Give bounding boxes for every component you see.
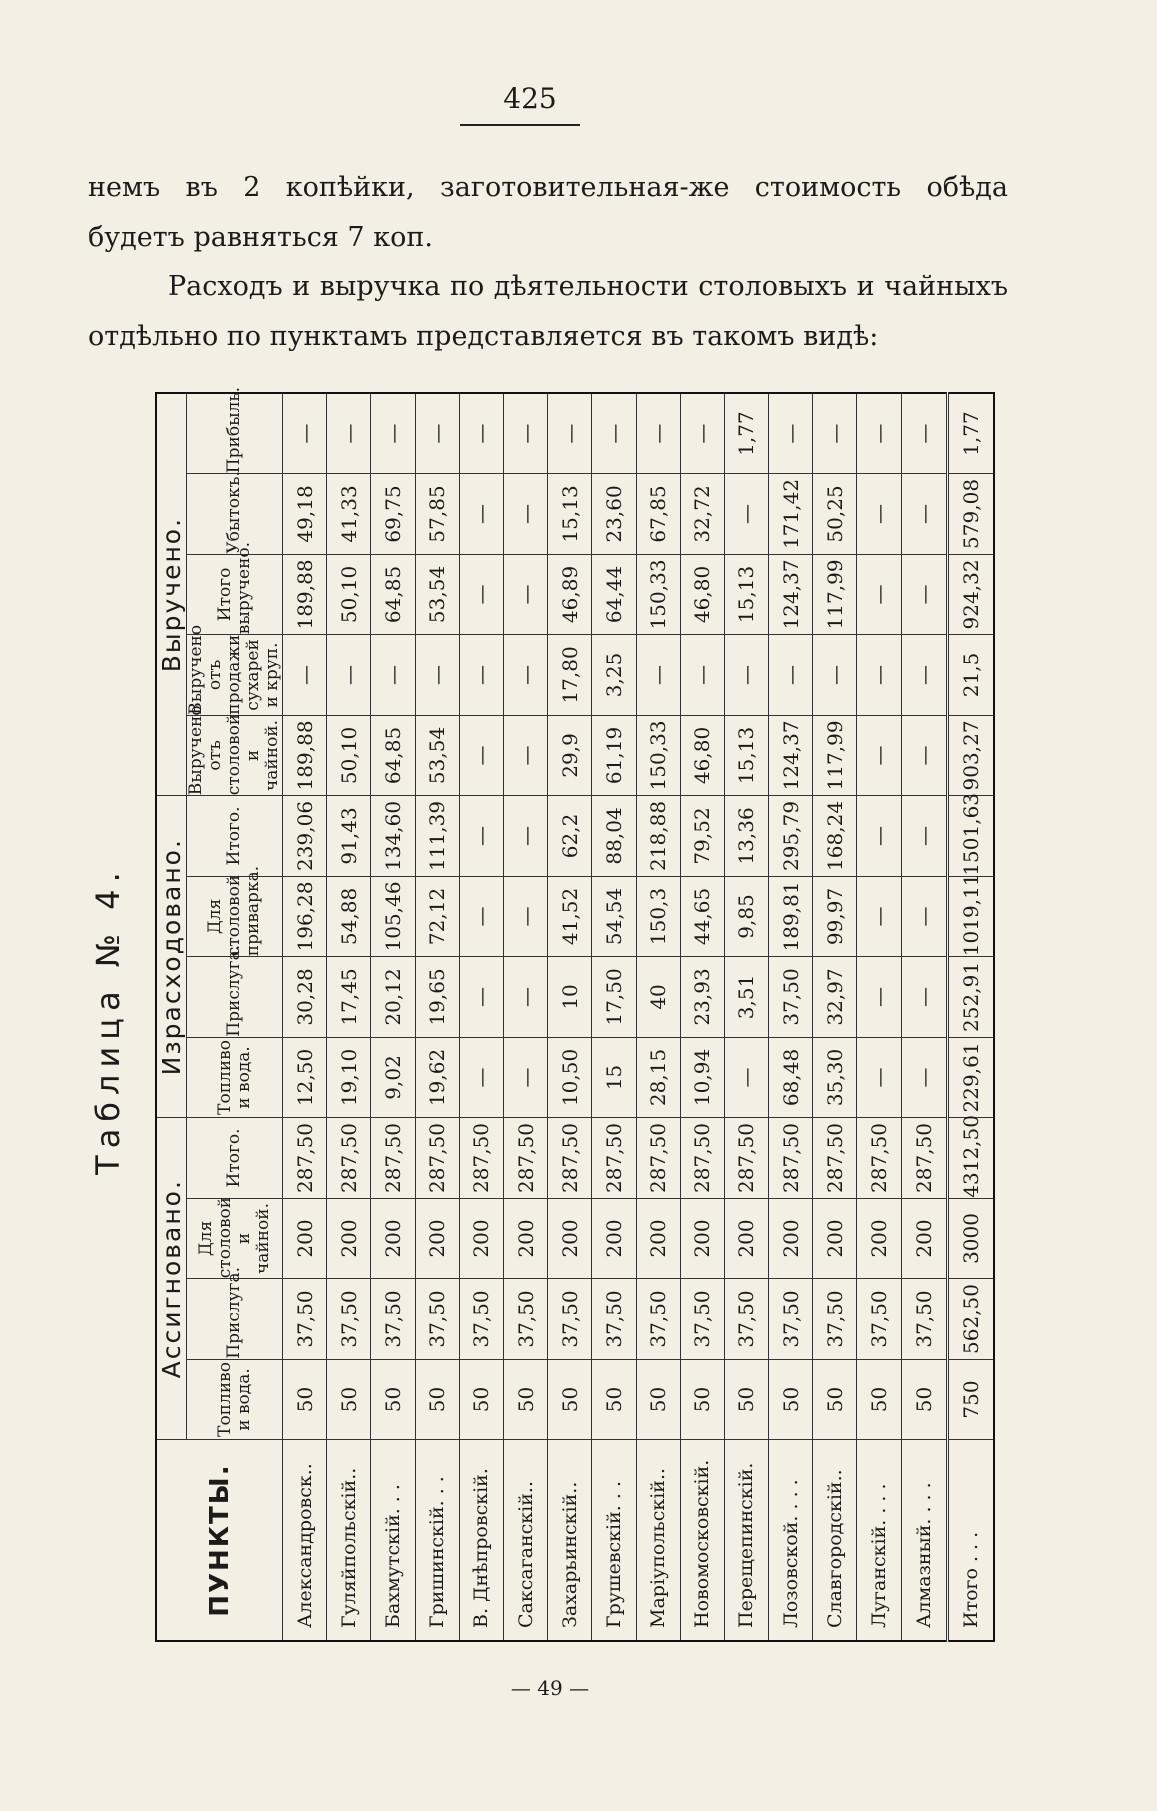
table-cell: 200 xyxy=(769,1198,813,1279)
table-cell: — xyxy=(503,393,547,474)
row-name: Новомосковскій. xyxy=(680,1440,724,1641)
table-cell: 37,50 xyxy=(503,1279,547,1360)
table-cell: 50 xyxy=(724,1359,768,1440)
page-number: 425 xyxy=(503,82,557,115)
table-cell: 200 xyxy=(857,1198,901,1279)
table-cell: 44,65 xyxy=(680,876,724,957)
table-cell: 79,52 xyxy=(680,796,724,877)
table-cell: 287,50 xyxy=(327,1118,371,1199)
table-cell: — xyxy=(901,1037,947,1118)
table-row xyxy=(769,393,813,1641)
table-cell: — xyxy=(459,1037,503,1118)
table-cell: — xyxy=(459,393,503,474)
table-cell: — xyxy=(857,715,901,796)
group-assigned-header: Ассигновано. xyxy=(156,1118,187,1440)
table-cell: 189,81 xyxy=(769,876,813,957)
data-table xyxy=(155,386,995,1642)
table-row xyxy=(415,393,459,1641)
table-cell: 37,50 xyxy=(548,1279,592,1360)
table-cell: 287,50 xyxy=(592,1118,636,1199)
table-cell: 37,50 xyxy=(724,1279,768,1360)
table-cell: 17,45 xyxy=(327,957,371,1038)
table-cell: 72,12 xyxy=(415,876,459,957)
table-cell: — xyxy=(503,796,547,877)
row-name: Лозовской. . . . xyxy=(769,1440,813,1641)
table-cell: 200 xyxy=(724,1198,768,1279)
row-name: Маріупольскій.. xyxy=(636,1440,680,1641)
table-cell: 57,85 xyxy=(415,474,459,555)
table-cell: — xyxy=(901,796,947,877)
table-cell: 218,88 xyxy=(636,796,680,877)
table-cell: 50,10 xyxy=(327,715,371,796)
table-cell: — xyxy=(857,1037,901,1118)
group-spent-header: Израсходовано. xyxy=(156,796,187,1118)
table-cell: 3,25 xyxy=(592,635,636,716)
table-cell: — xyxy=(503,876,547,957)
table-cell: 54,54 xyxy=(592,876,636,957)
table-cell: 19,62 xyxy=(415,1037,459,1118)
table-cell: 3,51 xyxy=(724,957,768,1038)
table-cell: 50 xyxy=(857,1359,901,1440)
table-cell: 37,50 xyxy=(769,1279,813,1360)
table-row xyxy=(327,393,371,1641)
table-cell: 49,18 xyxy=(283,474,327,555)
table-cell: 37,50 xyxy=(459,1279,503,1360)
footer-page-number: — 49 — xyxy=(510,1676,590,1700)
table-cell: 9,02 xyxy=(371,1037,415,1118)
table-cell: 287,50 xyxy=(769,1118,813,1199)
table-cell: — xyxy=(592,393,636,474)
table-cell: 124,37 xyxy=(769,554,813,635)
table-row xyxy=(636,393,680,1641)
row-name: Захарьинскій.. xyxy=(548,1440,592,1641)
table-cell: 62,2 xyxy=(548,796,592,877)
table-cell: — xyxy=(857,796,901,877)
table-row xyxy=(548,393,592,1641)
table-cell: 50 xyxy=(371,1359,415,1440)
group-revenue-header: Выручено. xyxy=(156,393,187,796)
punkty-header: ПУНКТЫ. xyxy=(156,1440,283,1641)
table-cell: 37,50 xyxy=(636,1279,680,1360)
table-row xyxy=(371,393,415,1641)
table-cell: 17,80 xyxy=(548,635,592,716)
table-cell: — xyxy=(503,715,547,796)
table-cell: 40 xyxy=(636,957,680,1038)
column-header: Прислуга. xyxy=(187,1279,283,1360)
table-cell: 21,5 xyxy=(947,635,994,716)
row-name: Луганскій. . . . xyxy=(857,1440,901,1641)
table-row xyxy=(503,393,547,1641)
table-cell: 229,61 xyxy=(947,1037,994,1118)
table-cell: 287,50 xyxy=(901,1118,947,1199)
table-cell: 903,27 xyxy=(947,715,994,796)
table-cell: 200 xyxy=(548,1198,592,1279)
table-cell: — xyxy=(415,635,459,716)
table-cell: — xyxy=(459,957,503,1038)
table-cell: 50 xyxy=(459,1359,503,1440)
table-cell: 117,99 xyxy=(813,554,857,635)
table-cell: — xyxy=(548,393,592,474)
total-row xyxy=(947,393,994,1641)
table-cell: 150,33 xyxy=(636,715,680,796)
table-cell: 287,50 xyxy=(636,1118,680,1199)
row-name: В. Днѣпровскій. xyxy=(459,1440,503,1641)
table-cell: 37,50 xyxy=(415,1279,459,1360)
table-cell: 64,44 xyxy=(592,554,636,635)
table-cell: 287,50 xyxy=(548,1118,592,1199)
table-cell: 54,88 xyxy=(327,876,371,957)
table-cell: 750 xyxy=(947,1359,994,1440)
table-rotator xyxy=(155,386,995,1642)
table-cell: 12,50 xyxy=(283,1037,327,1118)
table-row xyxy=(813,393,857,1641)
table-cell: — xyxy=(327,635,371,716)
column-header: Для столовой приварка. xyxy=(187,876,283,957)
table-cell: 37,50 xyxy=(283,1279,327,1360)
table-cell: 37,50 xyxy=(813,1279,857,1360)
table-cell: 1,77 xyxy=(947,393,994,474)
table-cell: 200 xyxy=(680,1198,724,1279)
table-cell: — xyxy=(503,554,547,635)
column-header: Топливо и вода. xyxy=(187,1359,283,1440)
column-header: Для столовой и чайной. xyxy=(187,1198,283,1279)
table-cell: 287,50 xyxy=(283,1118,327,1199)
table-cell: 287,50 xyxy=(459,1118,503,1199)
table-cell: 50 xyxy=(327,1359,371,1440)
table-cell: — xyxy=(459,474,503,555)
row-name: Александровск.. xyxy=(283,1440,327,1641)
table-cell: 64,85 xyxy=(371,715,415,796)
table-cell: 37,50 xyxy=(901,1279,947,1360)
table-cell: 13,36 xyxy=(724,796,768,877)
column-header: Прибыль. xyxy=(187,393,283,474)
table-cell: — xyxy=(371,393,415,474)
row-name: Грушевскій. . . xyxy=(592,1440,636,1641)
table-cell: 50 xyxy=(592,1359,636,1440)
table-cell: — xyxy=(901,554,947,635)
table-cell: 200 xyxy=(901,1198,947,1279)
table-cell: 579,08 xyxy=(947,474,994,555)
table-cell: 37,50 xyxy=(769,957,813,1038)
table-cell: 252,91 xyxy=(947,957,994,1038)
table-cell: 287,50 xyxy=(415,1118,459,1199)
table-cell: 1501,63 xyxy=(947,796,994,877)
table-cell: 15 xyxy=(592,1037,636,1118)
table-row xyxy=(857,393,901,1641)
row-name: Гришинскій. . . xyxy=(415,1440,459,1641)
table-cell: 53,54 xyxy=(415,715,459,796)
row-name: Гуляйпольскій.. xyxy=(327,1440,371,1641)
table-cell: 15,13 xyxy=(724,554,768,635)
table-cell: 50 xyxy=(636,1359,680,1440)
table-cell: — xyxy=(459,876,503,957)
table-cell: 200 xyxy=(503,1198,547,1279)
table-cell: 200 xyxy=(371,1198,415,1279)
table-cell: 196,28 xyxy=(283,876,327,957)
table-caption: Таблица № 4. xyxy=(89,865,127,1175)
table-row xyxy=(724,393,768,1641)
column-header: Убытокъ. xyxy=(187,474,283,555)
table-cell: 46,89 xyxy=(548,554,592,635)
table-cell: 171,42 xyxy=(769,474,813,555)
table-cell: 35,30 xyxy=(813,1037,857,1118)
table-cell: — xyxy=(857,474,901,555)
table-cell: 67,85 xyxy=(636,474,680,555)
table-cell: 19,65 xyxy=(415,957,459,1038)
table-cell: 50 xyxy=(813,1359,857,1440)
table-cell: 32,72 xyxy=(680,474,724,555)
table-cell: — xyxy=(503,635,547,716)
table-cell: 3000 xyxy=(947,1198,994,1279)
row-name: Саксаганскій.. xyxy=(503,1440,547,1641)
table-cell: — xyxy=(371,635,415,716)
table-cell: — xyxy=(857,876,901,957)
table-cell: 924,32 xyxy=(947,554,994,635)
table-cell: 9,85 xyxy=(724,876,768,957)
table-cell: 200 xyxy=(415,1198,459,1279)
table-cell: — xyxy=(327,393,371,474)
row-name: Перещепинскій. xyxy=(724,1440,768,1641)
table-cell: — xyxy=(459,715,503,796)
page-number-rule xyxy=(460,124,580,126)
table-cell: — xyxy=(503,1037,547,1118)
table-cell: 88,04 xyxy=(592,796,636,877)
table-cell: 200 xyxy=(813,1198,857,1279)
table-cell: — xyxy=(857,554,901,635)
table-cell: 17,50 xyxy=(592,957,636,1038)
table-cell: 239,06 xyxy=(283,796,327,877)
table-cell: 64,85 xyxy=(371,554,415,635)
table-cell: 287,50 xyxy=(813,1118,857,1199)
table-cell: — xyxy=(459,796,503,877)
table-cell: — xyxy=(857,957,901,1038)
row-name: Славгородскій.. xyxy=(813,1440,857,1641)
table-row xyxy=(283,393,327,1641)
table-cell: 30,28 xyxy=(283,957,327,1038)
table-cell: 50 xyxy=(548,1359,592,1440)
table-cell: 68,48 xyxy=(769,1037,813,1118)
table-cell: 50 xyxy=(503,1359,547,1440)
table-cell: 41,33 xyxy=(327,474,371,555)
table-cell: 15,13 xyxy=(724,715,768,796)
table-cell: 37,50 xyxy=(680,1279,724,1360)
table-cell: 287,50 xyxy=(371,1118,415,1199)
table-cell: 53,54 xyxy=(415,554,459,635)
table-cell: 46,80 xyxy=(680,715,724,796)
table-cell: 15,13 xyxy=(548,474,592,555)
column-header: Топливо и вода. xyxy=(187,1037,283,1118)
table-cell: 37,50 xyxy=(857,1279,901,1360)
table-cell: 10,94 xyxy=(680,1037,724,1118)
table-cell: 111,39 xyxy=(415,796,459,877)
total-label: Итого . . . xyxy=(947,1440,994,1641)
table-cell: 20,12 xyxy=(371,957,415,1038)
table-cell: — xyxy=(769,393,813,474)
table-row xyxy=(459,393,503,1641)
table-cell: — xyxy=(724,1037,768,1118)
table-cell: 189,88 xyxy=(283,715,327,796)
table-cell: 105,46 xyxy=(371,876,415,957)
table-cell: — xyxy=(901,876,947,957)
table-cell: 200 xyxy=(459,1198,503,1279)
table-cell: 124,37 xyxy=(769,715,813,796)
table-cell: 150,33 xyxy=(636,554,680,635)
table-cell: — xyxy=(901,957,947,1038)
table-cell: 69,75 xyxy=(371,474,415,555)
table-row xyxy=(680,393,724,1641)
table-cell: — xyxy=(680,393,724,474)
table-cell: — xyxy=(636,393,680,474)
table-cell: — xyxy=(283,635,327,716)
table-cell: 37,50 xyxy=(327,1279,371,1360)
column-header: Прислуга. xyxy=(187,957,283,1038)
table-cell: — xyxy=(724,635,768,716)
table-cell: — xyxy=(459,554,503,635)
table-cell: — xyxy=(813,393,857,474)
table-cell: 19,10 xyxy=(327,1037,371,1118)
table-cell: — xyxy=(724,474,768,555)
table-cell: — xyxy=(503,474,547,555)
row-name: Алмазный. . . . xyxy=(901,1440,947,1641)
table-row xyxy=(901,393,947,1641)
table-cell: — xyxy=(857,635,901,716)
column-header: Выручено отъ столовой и чайной. xyxy=(186,705,282,796)
column-header: Итого. xyxy=(187,1118,283,1199)
table-cell: 32,97 xyxy=(813,957,857,1038)
table-cell: 23,60 xyxy=(592,474,636,555)
table-cell: — xyxy=(857,393,901,474)
table-body xyxy=(283,393,995,1641)
table-cell: — xyxy=(769,635,813,716)
paragraph-2: Расходъ и выручка по дѣятельности столовыхъ и чайныхъ отдѣльно по пунктамъ представляется въ такомъ видѣ: xyxy=(88,271,1008,352)
table-cell: 200 xyxy=(327,1198,371,1279)
table-cell: 4312,50 xyxy=(947,1118,994,1199)
table-cell: 46,80 xyxy=(680,554,724,635)
table-cell: 150,3 xyxy=(636,876,680,957)
table-cell: 37,50 xyxy=(371,1279,415,1360)
table-cell: 1019,11 xyxy=(947,876,994,957)
column-header: Итого. xyxy=(187,796,283,877)
paragraph-1: немъ въ 2 копѣйки, заготовительная-же стоимость обѣда будетъ равняться 7 коп. xyxy=(88,172,1008,253)
table-cell: 200 xyxy=(283,1198,327,1279)
table-cell: — xyxy=(813,635,857,716)
table-cell: 287,50 xyxy=(724,1118,768,1199)
table-cell: 50 xyxy=(283,1359,327,1440)
table-cell: 189,88 xyxy=(283,554,327,635)
table-cell: 50 xyxy=(415,1359,459,1440)
table-cell: — xyxy=(680,635,724,716)
table-cell: 200 xyxy=(636,1198,680,1279)
table-cell: 295,79 xyxy=(769,796,813,877)
table-cell: 562,50 xyxy=(947,1279,994,1360)
table-cell: — xyxy=(901,474,947,555)
table-cell: 23,93 xyxy=(680,957,724,1038)
table-cell: 168,24 xyxy=(813,796,857,877)
column-header: Итого выручено. xyxy=(187,554,283,635)
table-cell: 61,19 xyxy=(592,715,636,796)
table-cell: 1,77 xyxy=(724,393,768,474)
table-cell: 287,50 xyxy=(680,1118,724,1199)
table-cell: 134,60 xyxy=(371,796,415,877)
table-row xyxy=(592,393,636,1641)
table-cell: 50 xyxy=(901,1359,947,1440)
table-cell: 117,99 xyxy=(813,715,857,796)
row-name: Бахмутскій. . . xyxy=(371,1440,415,1641)
table-cell: 50,25 xyxy=(813,474,857,555)
table-cell: 91,43 xyxy=(327,796,371,877)
table-cell: — xyxy=(636,635,680,716)
table-cell: — xyxy=(503,957,547,1038)
table-cell: 10,50 xyxy=(548,1037,592,1118)
table-cell: 28,15 xyxy=(636,1037,680,1118)
table-caption-rotator xyxy=(82,820,134,1220)
table-cell: — xyxy=(901,715,947,796)
table-cell: 37,50 xyxy=(592,1279,636,1360)
column-header: Выручено отъ продажи сухарей и круп. xyxy=(186,624,282,715)
table-cell: 99,97 xyxy=(813,876,857,957)
table-cell: — xyxy=(283,393,327,474)
table-cell: 41,52 xyxy=(548,876,592,957)
table-cell: 50,10 xyxy=(327,554,371,635)
table-cell: — xyxy=(459,635,503,716)
table-cell: 29,9 xyxy=(548,715,592,796)
table-cell: 287,50 xyxy=(857,1118,901,1199)
group-header-row xyxy=(156,393,187,1641)
table-cell: 10 xyxy=(548,957,592,1038)
table-cell: — xyxy=(415,393,459,474)
table-cell: — xyxy=(901,635,947,716)
table-cell: — xyxy=(901,393,947,474)
table-cell: 50 xyxy=(680,1359,724,1440)
table-cell: 50 xyxy=(769,1359,813,1440)
table-cell: 200 xyxy=(592,1198,636,1279)
table-cell: 287,50 xyxy=(503,1118,547,1199)
